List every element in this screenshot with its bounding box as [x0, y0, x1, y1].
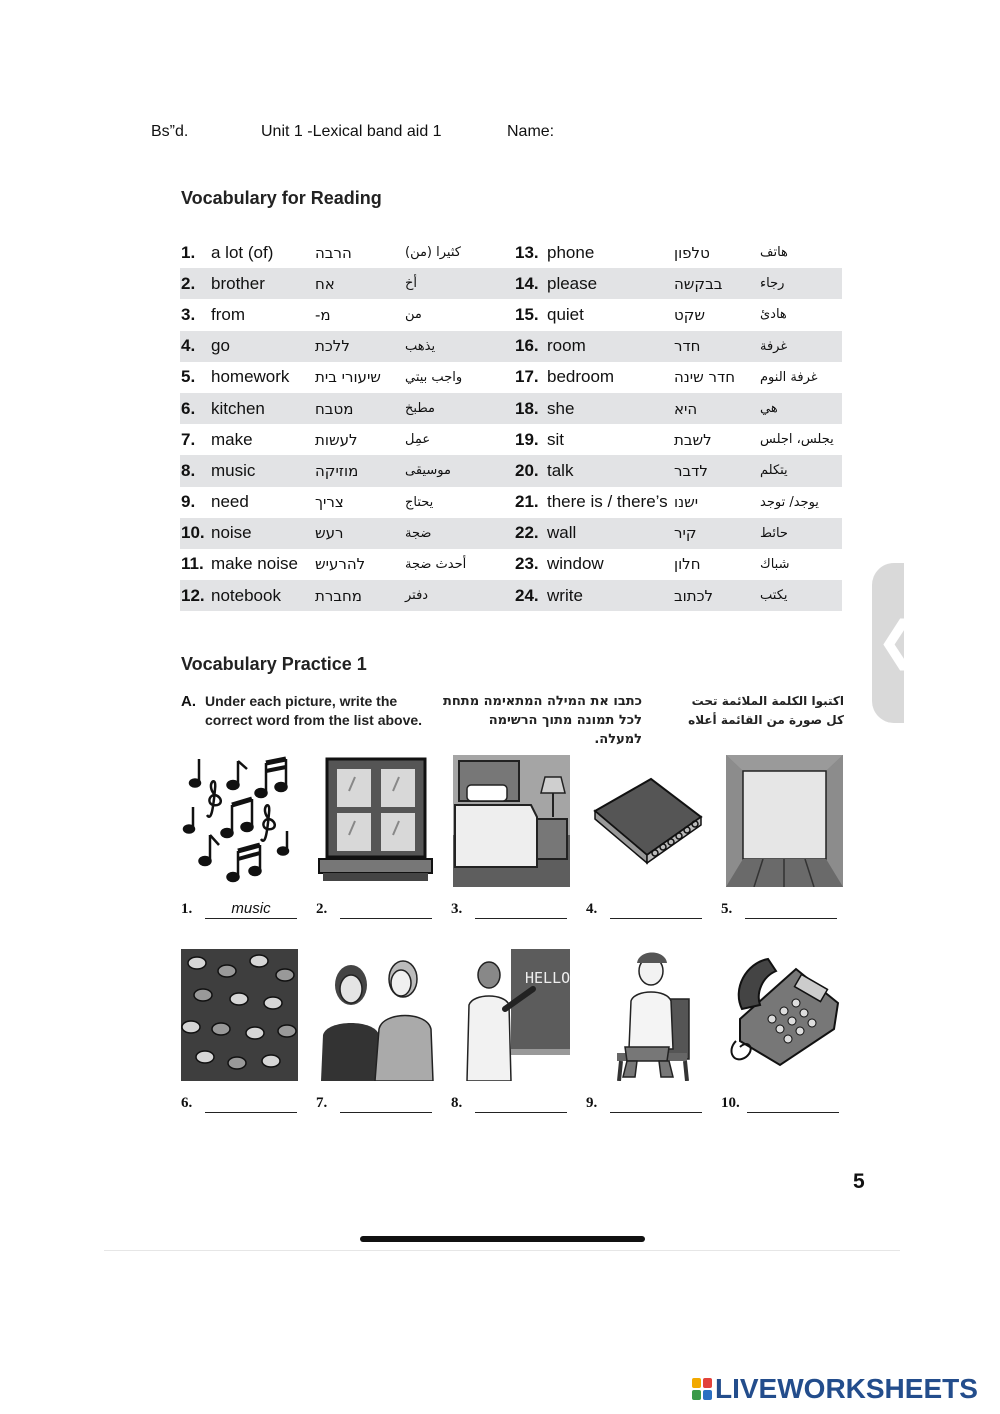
answer-item: [181, 1095, 192, 1112]
vocab-arabic-word: يجلس، اجلس: [760, 432, 834, 448]
vocab-hebrew-word: קיר: [674, 518, 760, 549]
page-number: 5: [853, 1170, 865, 1193]
answer-number: 9.: [586, 1095, 598, 1111]
vocab-number: 11.: [181, 554, 204, 574]
vocab-number: 21.: [515, 492, 539, 512]
vocab-hebrew-word: חדר שינה: [674, 368, 736, 387]
answer-item: [586, 1095, 597, 1112]
vocab-hebrew-word: בבקשה: [674, 268, 760, 299]
vocab-hebrew-word: הרבה: [315, 243, 352, 262]
vocab-row: [180, 393, 842, 424]
vocab-hebrew-word: צריך: [315, 493, 344, 512]
write-board-picture: [453, 949, 570, 1081]
vocab-hebrew-word: מחברת: [315, 580, 405, 611]
vocab-number: 24.: [515, 580, 547, 611]
instruction-hebrew-line: לכל תמונה מתוך הרשימה למעלה.: [488, 713, 642, 747]
vocab-english-word: sit: [547, 429, 564, 449]
vocab-english-word: quiet: [547, 304, 584, 324]
vocab-arabic-word: يتكلم: [760, 455, 842, 486]
vocab-english-word: noise: [211, 518, 315, 549]
answer-number: 2.: [316, 901, 328, 917]
vocab-row: [180, 518, 842, 549]
vocab-arabic-word: أخ: [405, 268, 515, 299]
vocab-row: [180, 268, 842, 299]
vocab-number: 15.: [515, 304, 539, 324]
logo-mark-icon: [692, 1378, 712, 1400]
answer-number: 8.: [451, 1095, 463, 1111]
instruction-english-line: Under each picture, write the: [205, 693, 398, 709]
answer-number: 10.: [721, 1095, 740, 1111]
vocab-row: [180, 424, 842, 455]
answer-line: [475, 1112, 567, 1113]
home-indicator[interactable]: [360, 1236, 645, 1242]
answer-line: [610, 918, 702, 919]
vocab-hebrew-word: לכתוב: [674, 580, 760, 611]
vocab-hebrew-word: שקט: [674, 305, 705, 324]
vocab-arabic-word: كثيرا (من): [405, 245, 461, 261]
vocab-english-word: room: [547, 331, 674, 362]
vocab-hebrew-word: לדבר: [674, 455, 760, 486]
vocab-number: 2.: [180, 268, 211, 299]
vocab-number: 10.: [180, 518, 211, 549]
answer-line: [475, 918, 567, 919]
instruction-arabic-line: اكتبوا الكلمة الملائمة تحت: [691, 694, 844, 708]
vocab-number: 23.: [515, 554, 539, 574]
vocab-number: 17.: [515, 367, 539, 387]
vocab-english-word: make noise: [211, 554, 298, 574]
answer-line: [340, 918, 432, 919]
bedroom-picture: [453, 755, 570, 887]
vocab-arabic-word: هي: [760, 393, 842, 424]
vocab-arabic-word: يذهب: [405, 331, 515, 362]
answer-item: [721, 1095, 740, 1112]
answer-item: [451, 901, 462, 918]
vocab-number: 8.: [180, 455, 211, 486]
vocab-number: 12.: [180, 580, 211, 611]
answer-item: [586, 901, 597, 918]
vocab-arabic-word: يحتاج: [405, 494, 434, 510]
phone-picture: [726, 949, 843, 1081]
vocab-english-word: need: [211, 492, 249, 512]
answer-field[interactable]: music: [231, 900, 271, 917]
vocab-row: [180, 549, 842, 580]
vocab-hebrew-word: ישנו: [674, 493, 699, 512]
vocab-english-word: talk: [547, 455, 674, 486]
liveworksheets-logo[interactable]: [692, 1373, 978, 1405]
vocab-arabic-word: غرفة النوم: [760, 369, 818, 385]
vocab-arabic-word: هادئ: [760, 307, 787, 323]
vocab-number: 19.: [515, 429, 539, 449]
vocab-hebrew-word: לשבת: [674, 430, 712, 449]
vocab-english-word: homework: [211, 367, 290, 387]
answer-number: 1.: [181, 901, 193, 917]
vocab-hebrew-word: מ-: [315, 305, 331, 324]
answer-item: [451, 1095, 462, 1112]
instruction-letter: A.: [181, 693, 196, 710]
vocab-number: 22.: [515, 518, 547, 549]
logo-text: LIVEWORKSHEETS: [715, 1373, 978, 1404]
page-divider: [104, 1250, 900, 1251]
vocab-row: [180, 237, 842, 268]
header-bsd: Bs”d.: [151, 123, 189, 140]
instruction-hebrew-line: כתבו את המילה המתאימה מתחת: [443, 694, 642, 709]
vocab-hebrew-word: טלפון: [674, 243, 710, 262]
answer-line: [610, 1112, 702, 1113]
answer-line: [205, 918, 297, 919]
vocab-number: 1.: [181, 242, 196, 262]
vocab-english-word: please: [547, 268, 674, 299]
vocab-hebrew-word: מוזיקה: [315, 455, 405, 486]
vocab-arabic-word: شباك: [760, 556, 790, 572]
vocab-row: [180, 580, 842, 611]
vocab-arabic-word: غرفة: [760, 331, 842, 362]
answer-number: 6.: [181, 1095, 193, 1111]
instruction-hebrew: [440, 692, 642, 749]
vocab-english-word: from: [211, 304, 245, 324]
vocab-hebrew-word: ללכת: [315, 331, 405, 362]
vocab-english-word: a lot (of): [211, 242, 274, 262]
vocab-english-word: make: [211, 429, 253, 449]
vocab-row: [180, 331, 842, 362]
window-picture: [317, 755, 434, 887]
answer-number: 5.: [721, 901, 733, 917]
vocab-english-word: wall: [547, 518, 674, 549]
instruction-arabic-line: كل صورة من القائمة أعلاه: [688, 713, 844, 727]
vocab-english-word: window: [547, 554, 604, 574]
vocab-row: [180, 455, 842, 486]
vocab-english-word: brother: [211, 268, 315, 299]
answer-number: 4.: [586, 901, 598, 917]
vocab-arabic-word: رجاء: [760, 268, 842, 299]
vocab-arabic-word: ضجة: [405, 518, 515, 549]
instruction-english: [205, 692, 435, 730]
notebook-picture: [589, 755, 706, 887]
vocab-english-word: she: [547, 393, 674, 424]
vocab-arabic-word: موسيقى: [405, 455, 515, 486]
instruction-arabic: [680, 692, 844, 730]
header-unit-title: Unit 1 -Lexical band aid 1: [261, 123, 442, 140]
vocab-table: [180, 237, 842, 611]
vocab-number: 3.: [181, 304, 196, 324]
vocab-number: 7.: [181, 429, 196, 449]
vocab-english-word: music: [211, 455, 315, 486]
vocab-hebrew-word: רעש: [315, 518, 405, 549]
vocab-number: 9.: [181, 492, 196, 512]
answer-line: [747, 1112, 839, 1113]
vocab-hebrew-word: היא: [674, 393, 760, 424]
vocab-number: 13.: [515, 242, 539, 262]
vocab-arabic-word: حائط: [760, 518, 842, 549]
music-notes-picture: [181, 755, 298, 887]
talk-people-picture: [317, 949, 434, 1081]
board-text: HELLO: [525, 969, 570, 987]
vocab-arabic-word: دفتر: [405, 580, 515, 611]
vocab-english-word: notebook: [211, 580, 315, 611]
vocab-section-title: Vocabulary for Reading: [181, 188, 382, 208]
vocab-number: 6.: [180, 393, 211, 424]
answer-item: [181, 900, 271, 918]
vocab-number: 20.: [515, 455, 547, 486]
vocab-arabic-word: من: [405, 307, 422, 323]
vocab-arabic-word: أحدث ضجة: [405, 556, 467, 572]
sit-boy-picture: [589, 949, 706, 1081]
vocab-hebrew-word: חדר: [674, 331, 760, 362]
vocab-english-word: bedroom: [547, 367, 615, 387]
vocab-number: 4.: [180, 331, 211, 362]
chevron-left-icon: ❮: [876, 611, 920, 671]
vocab-hebrew-word: להרעיש: [315, 555, 366, 574]
vocab-english-word: go: [211, 331, 315, 362]
vocab-number: 5.: [181, 367, 196, 387]
answer-line: [205, 1112, 297, 1113]
vocab-hebrew-word: שיעורי בית: [315, 368, 381, 387]
answer-number: 7.: [316, 1095, 328, 1111]
answer-item: [721, 901, 732, 918]
vocab-english-word: there is / there’s: [547, 492, 668, 512]
vocab-row: [180, 299, 842, 330]
answer-line: [340, 1112, 432, 1113]
vocab-arabic-word: مطبخ: [405, 393, 515, 424]
vocab-english-word: write: [547, 580, 674, 611]
side-panel-tab[interactable]: [872, 563, 920, 723]
answer-item: [316, 1095, 327, 1112]
room-picture: [726, 755, 843, 887]
vocab-number: 16.: [515, 331, 547, 362]
vocab-hebrew-word: אח: [315, 268, 405, 299]
vocab-arabic-word: واجب بيتي: [405, 369, 463, 385]
header-name-label: Name:: [507, 123, 555, 140]
vocab-hebrew-word: לעשות: [315, 430, 358, 449]
answer-number: 3.: [451, 901, 463, 917]
noise-candy-picture: [181, 949, 298, 1081]
vocab-english-word: kitchen: [211, 393, 315, 424]
vocab-english-word: phone: [547, 242, 595, 262]
vocab-arabic-word: عمِل: [405, 432, 431, 448]
practice-section-title: Vocabulary Practice 1: [181, 654, 367, 674]
vocab-hebrew-word: מטבח: [315, 393, 405, 424]
vocab-arabic-word: يكتب: [760, 580, 842, 611]
vocab-number: 14.: [515, 268, 547, 299]
vocab-number: 18.: [515, 393, 547, 424]
answer-line: [745, 918, 837, 919]
instruction-english-line: correct word from the list above.: [205, 712, 423, 728]
answer-item: [316, 901, 327, 918]
vocab-arabic-word: يوجد/ توجد: [760, 494, 819, 510]
vocab-arabic-word: هاتف: [760, 245, 788, 261]
vocab-hebrew-word: חלון: [674, 555, 701, 574]
vocab-row: [180, 487, 842, 518]
vocab-row: [180, 362, 842, 393]
